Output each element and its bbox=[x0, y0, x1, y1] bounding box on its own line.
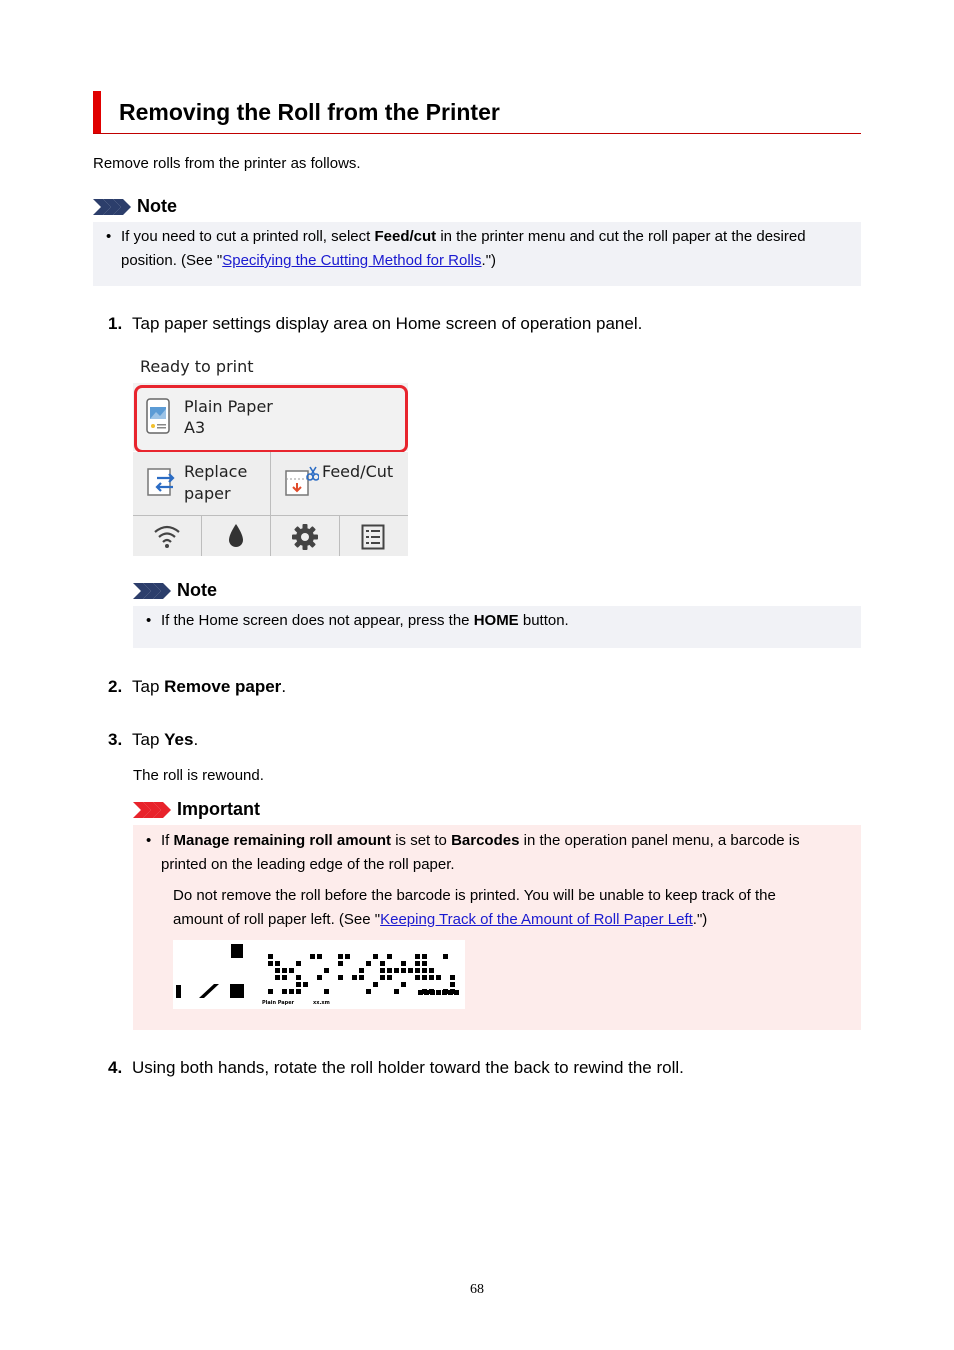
page-title: Removing the Roll from the Printer bbox=[119, 99, 500, 125]
important-paragraph: Do not remove the roll before the barcode is printed. You will be unable to keep track of the amount of roll paper left. (See "Keeping Track of the Amount of Roll Paper Left.") bbox=[173, 887, 776, 928]
ink-drop-icon[interactable] bbox=[227, 523, 245, 549]
feed-cut-label: Feed/Cut bbox=[322, 462, 394, 481]
wifi-icon[interactable] bbox=[153, 523, 181, 549]
replace-paper-icon bbox=[145, 466, 177, 498]
page-number: 68 bbox=[470, 1282, 484, 1297]
status-text: Ready to print bbox=[140, 357, 254, 376]
gear-icon[interactable] bbox=[291, 523, 319, 551]
note-chevron-icon bbox=[93, 199, 131, 215]
title-accent-bar bbox=[93, 91, 101, 133]
barcode-label-2: xx.xm bbox=[313, 1000, 330, 1006]
note-bullet: • If the Home screen does not appear, press the HOME button. bbox=[146, 612, 569, 629]
note-bullet: • If you need to cut a printed roll, select Feed/cut in the printer menu and cut the roll paper at the desired position. (See "Specifying the Cutting Method for Rolls.") bbox=[106, 228, 806, 269]
replace-label-2: paper bbox=[184, 484, 231, 503]
barcode-illustration bbox=[173, 940, 465, 1009]
note-box-2 bbox=[133, 606, 861, 648]
highlight-frame bbox=[134, 385, 408, 453]
keeping-track-link[interactable]: Keeping Track of the Amount of Roll Paper Left bbox=[380, 911, 693, 928]
step-4: 4. Using both hands, rotate the roll holder toward the back to rewind the roll. bbox=[108, 1058, 684, 1077]
step-1: 1. Tap paper settings display area on Home screen of operation panel. bbox=[108, 314, 643, 333]
cutting-method-link[interactable]: Specifying the Cutting Method for Rolls bbox=[222, 252, 482, 269]
note-chevron-icon bbox=[133, 583, 171, 599]
paper-type-value: Plain Paper bbox=[184, 397, 273, 416]
title-block bbox=[93, 91, 861, 134]
important-heading bbox=[133, 799, 260, 820]
step-2: 2. Tap Remove paper. bbox=[108, 677, 287, 696]
replace-paper-button[interactable] bbox=[133, 452, 270, 516]
intro-text: Remove rolls from the printer as follows. bbox=[93, 155, 361, 172]
replace-label-1: Replace bbox=[184, 462, 248, 481]
important-chevron-icon bbox=[133, 802, 171, 818]
step-3: 3. Tap Yes. bbox=[108, 730, 199, 749]
list-menu-icon[interactable] bbox=[361, 524, 385, 550]
barcode-label-1: Plain Paper bbox=[262, 1000, 295, 1006]
note-heading-label: Note bbox=[137, 196, 177, 216]
important-bullet: • If Manage remaining roll amount is set to Barcodes in the operation panel menu, a barcode is printed on the leading edge of the roll paper. bbox=[146, 832, 800, 873]
note-heading-label: Note bbox=[177, 580, 217, 600]
paper-size-value: A3 bbox=[184, 418, 206, 437]
note-box bbox=[93, 222, 861, 286]
feed-cut-icon bbox=[283, 466, 319, 498]
feed-cut-button[interactable] bbox=[271, 452, 408, 516]
note-heading bbox=[93, 196, 177, 217]
step-3-result: The roll is rewound. bbox=[133, 767, 264, 784]
important-heading-label: Important bbox=[177, 799, 260, 819]
operation-panel-screenshot bbox=[133, 355, 408, 556]
note-heading-2 bbox=[133, 580, 217, 601]
